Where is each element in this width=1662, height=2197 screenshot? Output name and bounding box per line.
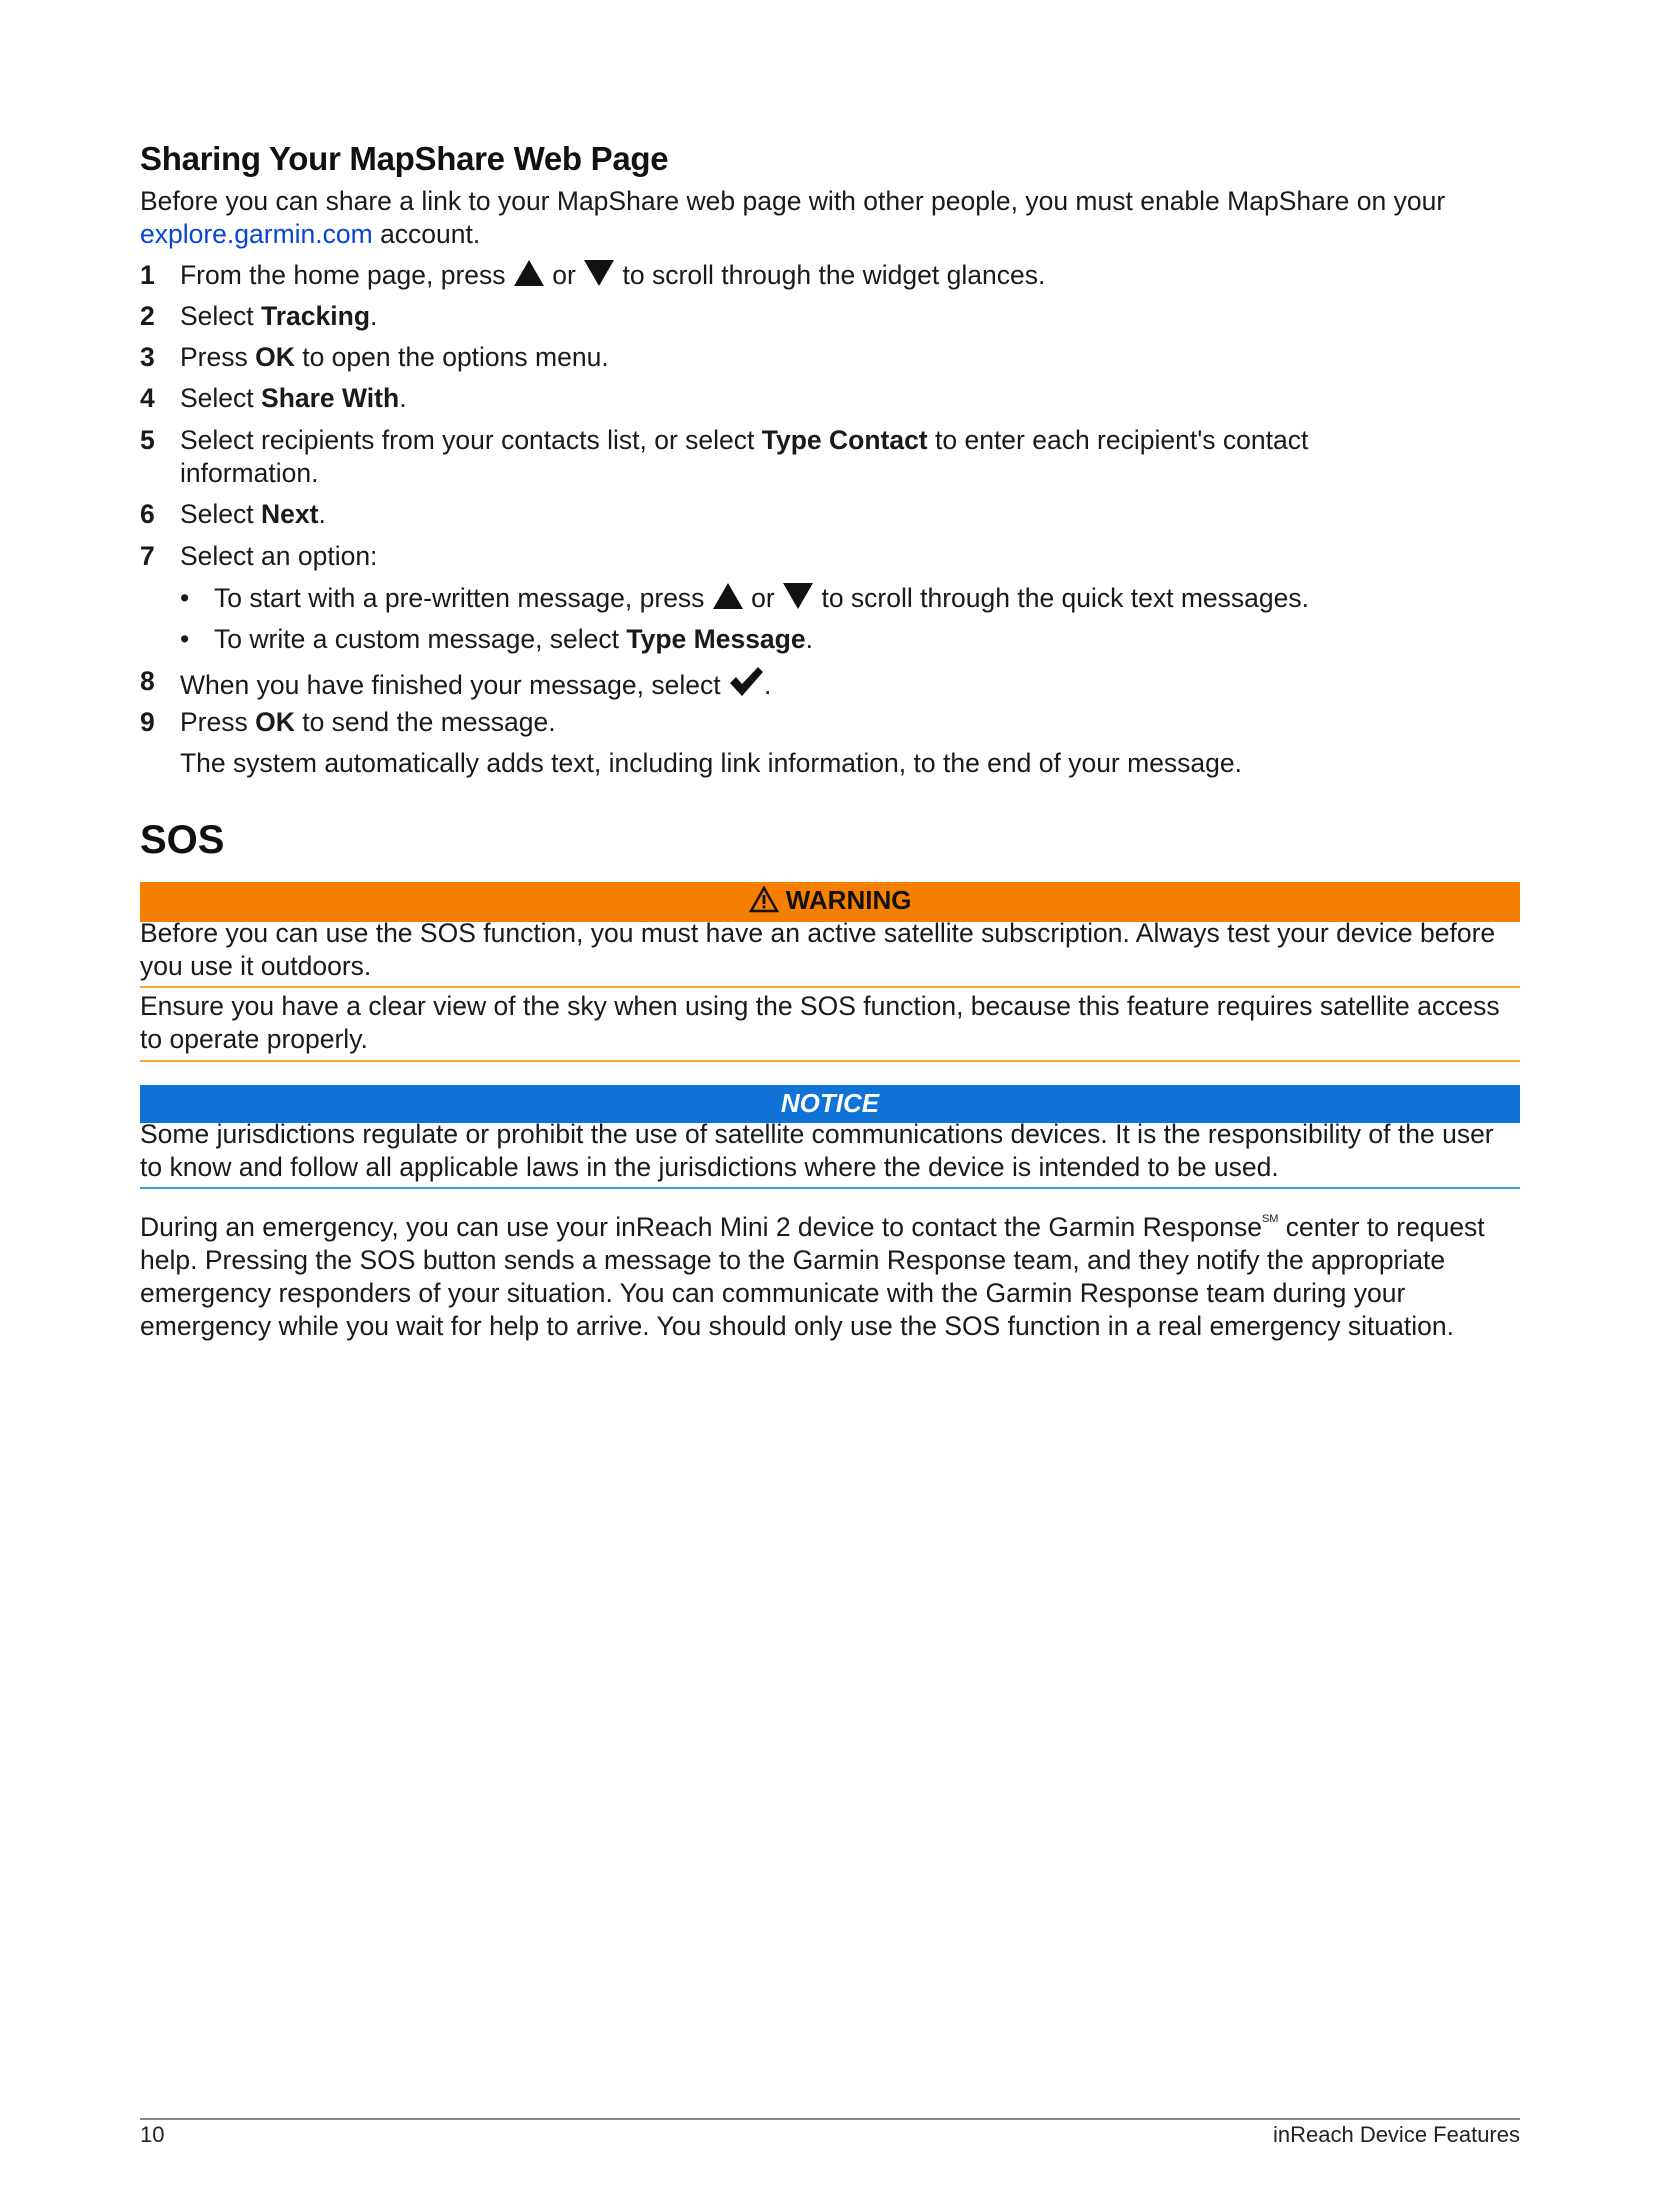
warning-text-2: Ensure you have a clear view of the sky when using the SOS function, because this feature requires satellite access to operate properly.: [140, 991, 1500, 1054]
button-ok-label: OK: [255, 707, 295, 737]
notice-divider: [140, 1187, 1520, 1189]
warning-divider: [140, 986, 1520, 988]
document-page: Sharing Your MapShare Web Page Before you can share a link to your MapShare web page with other people, you must enable MapShare on your explore.garmin.com account. 1 From the home page, press or to scroll through the widget glances. 2 Select Tracking. 3 Press OK to open the options menu. 4 Select Share With. 5 Select recipients from your contacts list, or select Type Contact to enter each recipient's contact information. 6 Select Next. 7 Select an option: • To start with a pre-written message, press or to scroll through the quick text messages. • To write a custom message, select Type Message. 8 When you have finished your message, select . 9 Press OK to send the message. The system automatically adds text, including link information, to the end of your message. SOS WARNING Before you can use the SOS function, you must have an active satellite subscription. Always test your device before you use it outdoors. Ensure you have a clear view of the sky when using the SOS function, because this feature requires satellite access to operate properly. NOTICE Some jurisdictions regulate or prohibit the use of satellite communications devices. It is the responsibility of the user to know and follow all applicable laws in the jurisdictions where the device is intended to be used. During an emergency, you can use your inReach Mini 2 device to contact the Garmin Response℠ center to request help. Pressing the SOS button sends a message to the Garmin Response team, and they notify the appropriate emergency responders of your situation. You can communicate with the Garmin Response team during your emergency while you wait for help to arrive. You should only use the SOS function in a real emergency situation. 10 inReach Device Features: [140, 140, 1520, 2147]
notice-text: Some jurisdictions regulate or prohibit the use of satellite communications devices. It is the responsibility of the user to know and follow all applicable laws in the jurisdictions where the device is intended to be used.: [140, 1119, 1494, 1182]
warning-triangle-icon: [749, 886, 779, 913]
warning-label: WARNING: [785, 885, 912, 915]
warning-banner: [140, 882, 1520, 922]
warning-divider: [140, 1060, 1520, 1062]
menu-item-type-message: Type Message: [626, 624, 806, 654]
footer-section-title: inReach Device Features: [1272, 2122, 1520, 2147]
checkmark-icon: [728, 665, 764, 697]
down-arrow-icon: [583, 259, 615, 287]
up-arrow-icon: [513, 259, 545, 287]
footer-divider: [140, 2118, 1520, 2120]
explore-garmin-link[interactable]: explore.garmin.com: [140, 219, 373, 249]
notice-label: NOTICE: [780, 1088, 880, 1118]
menu-item-next: Next: [261, 499, 319, 529]
warning-text-1: Before you can use the SOS function, you must have an active satellite subscription. Always test your device before you use it outdoors.: [140, 918, 1496, 981]
up-arrow-icon: [712, 582, 744, 610]
button-ok-label: OK: [255, 342, 295, 372]
section-heading-mapshare: Sharing Your MapShare Web Page: [140, 140, 669, 177]
menu-item-type-contact: Type Contact: [761, 425, 928, 455]
down-arrow-icon: [782, 582, 814, 610]
section-heading-sos: SOS: [140, 818, 225, 862]
menu-item-tracking: Tracking: [261, 301, 371, 331]
sos-body-paragraph: During an emergency, you can use your inReach Mini 2 device to contact the Garmin Response℠ center to request help. Pressing the SOS button sends a message to the Garmin Response team, and they notify the appropriate emergency responders of your situation. You can communicate with the Garmin Response team during your emergency while you wait for help to arrive. You should only use the SOS function in a real emergency situation.: [140, 1212, 1485, 1341]
menu-item-share-with: Share With: [261, 383, 400, 413]
intro-paragraph: Before you can share a link to your MapShare web page with other people, you must enable MapShare on your explore.garmin.com account.: [140, 186, 1446, 249]
page-number: 10: [140, 2122, 165, 2147]
